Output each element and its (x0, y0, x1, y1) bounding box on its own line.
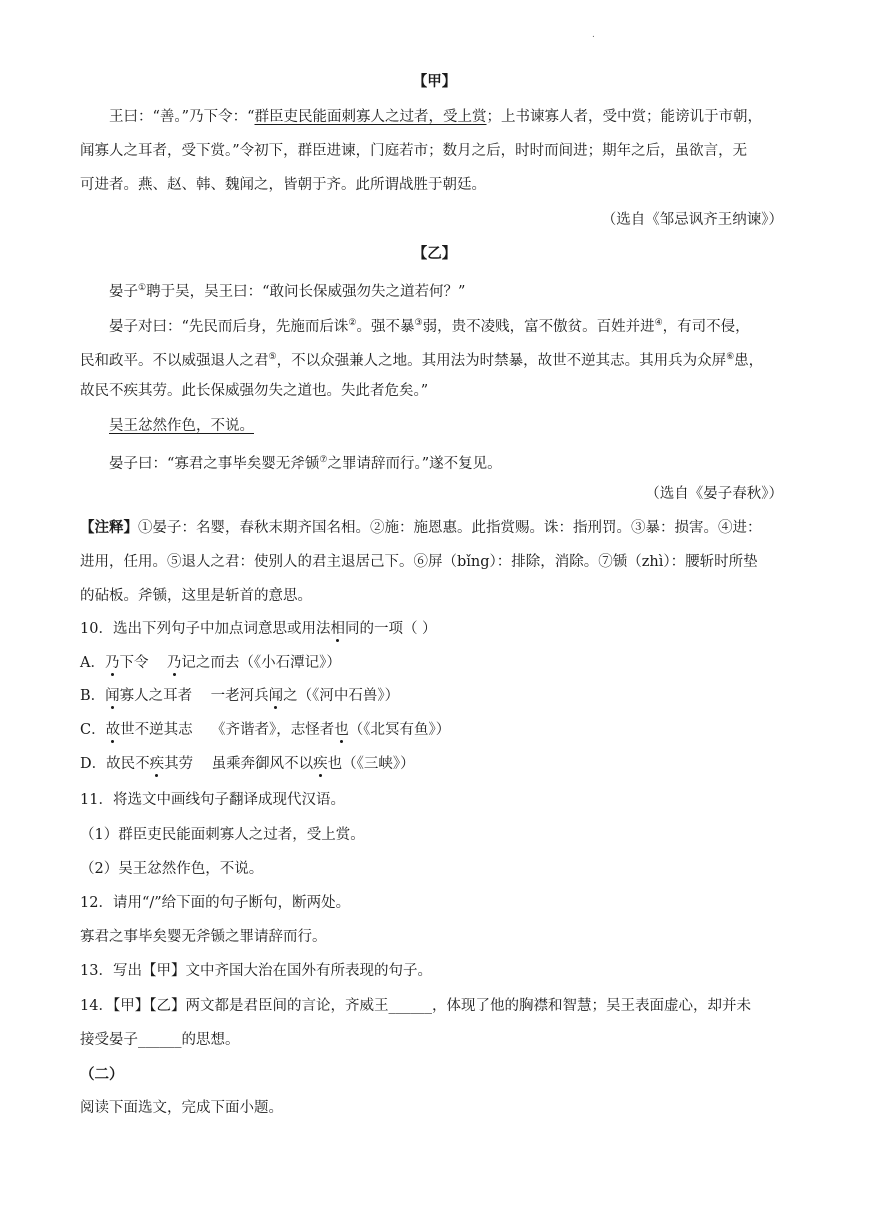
underlined-sentence-1: 群臣吏民能面刺寡人之过者，受上赏 (254, 109, 487, 125)
notes-line-2: 进用，任用。⑤退人之君：使别人的君主退居己下。⑥屏（bǐng）：排除，消除。⑦锧（zhì）：腰斩时所垫 (80, 554, 758, 570)
option-text: B． (80, 688, 106, 704)
yi-heading: 【乙】 (412, 245, 457, 262)
footnote-marker: ⑤ (268, 352, 277, 362)
dotted-char: 也 (334, 722, 349, 738)
option-text: 记之而去（《小石潭记》） (181, 655, 341, 671)
question-12-stem: 12．请用“/”给下面的句子断句，断两处。 (80, 895, 351, 911)
jia-paragraph-line-1 (109, 107, 762, 127)
option-text: 世不逆其志 《齐谐者》，志怪者 (120, 722, 335, 738)
q10-text: 10．选出下列句子中加点词意思或用法 (80, 621, 331, 637)
yi-paragraph-3 (80, 347, 763, 371)
option-text: （《北冥有鱼》） (348, 722, 451, 738)
dotted-char: 乃 (104, 655, 120, 671)
option-text: 之（《河中石兽》） (283, 688, 400, 704)
question-11-item-1: （1）群臣吏民能面刺寡人之过者，受上赏。 (80, 827, 365, 843)
yi-text: 之罪请辞而行。”遂不复见。 (327, 455, 502, 472)
dotted-char: 故 (105, 722, 121, 738)
yi-paragraph-2 (109, 313, 750, 337)
footnote-marker: ⑦ (319, 455, 328, 465)
jia-paragraph-line-3: 可进者。燕、赵、韩、魏闻之，皆朝于齐。此所谓战胜于朝廷。 (80, 177, 486, 193)
footnote-marker: ③ (414, 318, 423, 328)
question-14-line-2: 接受晏子______的思想。 (80, 1032, 240, 1048)
footnote-marker: ① (138, 283, 147, 293)
dotted-char: 相 (330, 621, 345, 637)
jia-heading: 【甲】 (412, 73, 457, 90)
section-2-instruction: 阅读下面选文，完成下面小题。 (80, 1100, 283, 1116)
option-text: 寡人之耳者 一老河兵 (119, 688, 269, 704)
yi-text: ，不以众强兼人之地。其用法为时禁暴，故世不逆其志。其用兵为众屏 (276, 352, 727, 369)
option-c (80, 720, 450, 740)
footnote-marker: ④ (654, 318, 663, 328)
dotted-char: 闻 (105, 688, 120, 704)
yi-paragraph-4: 故民不疾其劳。此长保威强勿失之道也。失此者危矣。” (80, 383, 429, 399)
footnote-marker: ⑥ (726, 352, 735, 362)
yi-text: 晏子对曰：“先民而后身，先施而后诛 (109, 318, 349, 335)
option-text: A． (80, 655, 105, 671)
yi-text: 民和政平。不以威强退人之君 (80, 352, 269, 369)
dotted-char: 乃 (166, 655, 182, 671)
yi-source: （选自《晏子春秋》） (645, 486, 783, 502)
option-text: 其劳 虽乘奔御风不以 (164, 756, 314, 772)
jia-text: 王曰：“善。”乃下令：“ (109, 109, 255, 125)
option-text: 下令 (119, 655, 167, 671)
dotted-char: 闻 (268, 688, 284, 704)
option-text: C． (80, 722, 106, 738)
yi-paragraph-6 (109, 450, 502, 474)
yi-text: 患， (734, 352, 764, 369)
question-11-item-2: （2）吴王忿然作色，不说。 (80, 861, 264, 877)
yi-text: 聘于吴，吴王曰：“敢问长保威强勿失之道若何？” (146, 283, 466, 300)
page-top-mark: . (592, 30, 595, 40)
jia-source: （选自《邹忌讽齐王纳谏》） (601, 212, 783, 228)
option-a (80, 653, 341, 673)
q10-text: 同的一项（ ） (344, 621, 437, 637)
jia-paragraph-line-2: 闻寡人之耳者，受下赏。”令初下，群臣进谏，门庭若市；数月之后，时时而间进；期年之后，虽欲言，无 (80, 143, 748, 159)
question-12-sentence: 寡君之事毕矣婴无斧锧之罪请辞而行。 (80, 929, 327, 945)
yi-text: 晏子曰：“寡君之事毕矣婴无斧锧 (109, 455, 320, 472)
notes-text: ①晏子：名婴，春秋末期齐国名相。②施：施恩惠。此指赏赐。诛：指刑罚。③暴：损害。④进： (138, 520, 762, 536)
yi-text: 晏子 (109, 283, 138, 300)
option-text: 也（《三峡》） (327, 756, 415, 772)
dotted-char: 疾 (149, 756, 165, 772)
section-2-heading: （二） (80, 1066, 124, 1083)
dotted-char: 疾 (313, 756, 328, 772)
yi-text: 。强不暴 (356, 318, 415, 335)
option-text: D．故民不 (80, 756, 150, 772)
question-14-line-1: 14．【甲】【乙】两文都是君臣间的言论，齐威王______，体现了他的胸襟和智慧；吴王表面虚心，却并未 (80, 998, 751, 1014)
jia-text: ；上书谏寡人者，受中赏；能谤讥于市朝， (486, 109, 762, 125)
question-10-stem (80, 619, 437, 639)
footnote-marker: ② (348, 318, 357, 328)
notes-line-1 (80, 518, 762, 538)
question-13-stem: 13．写出【甲】文中齐国大治在国外有所表现的句子。 (80, 963, 432, 979)
yi-text: ，有司不侵， (662, 318, 750, 335)
option-d (80, 754, 415, 774)
question-11-stem: 11．将选文中画线句子翻译成现代汉语。 (80, 792, 345, 808)
yi-text: 弱，贵不凌贱，富不傲贫。百姓并进 (422, 318, 655, 335)
option-b (80, 686, 399, 706)
notes-label: 【注释】 (80, 519, 138, 536)
notes-line-3: 的砧板。斧锧，这里是斩首的意思。 (80, 588, 312, 604)
underlined-sentence-2: 吴王忿然作色，不说。 (109, 418, 254, 434)
yi-paragraph-1 (109, 278, 465, 302)
